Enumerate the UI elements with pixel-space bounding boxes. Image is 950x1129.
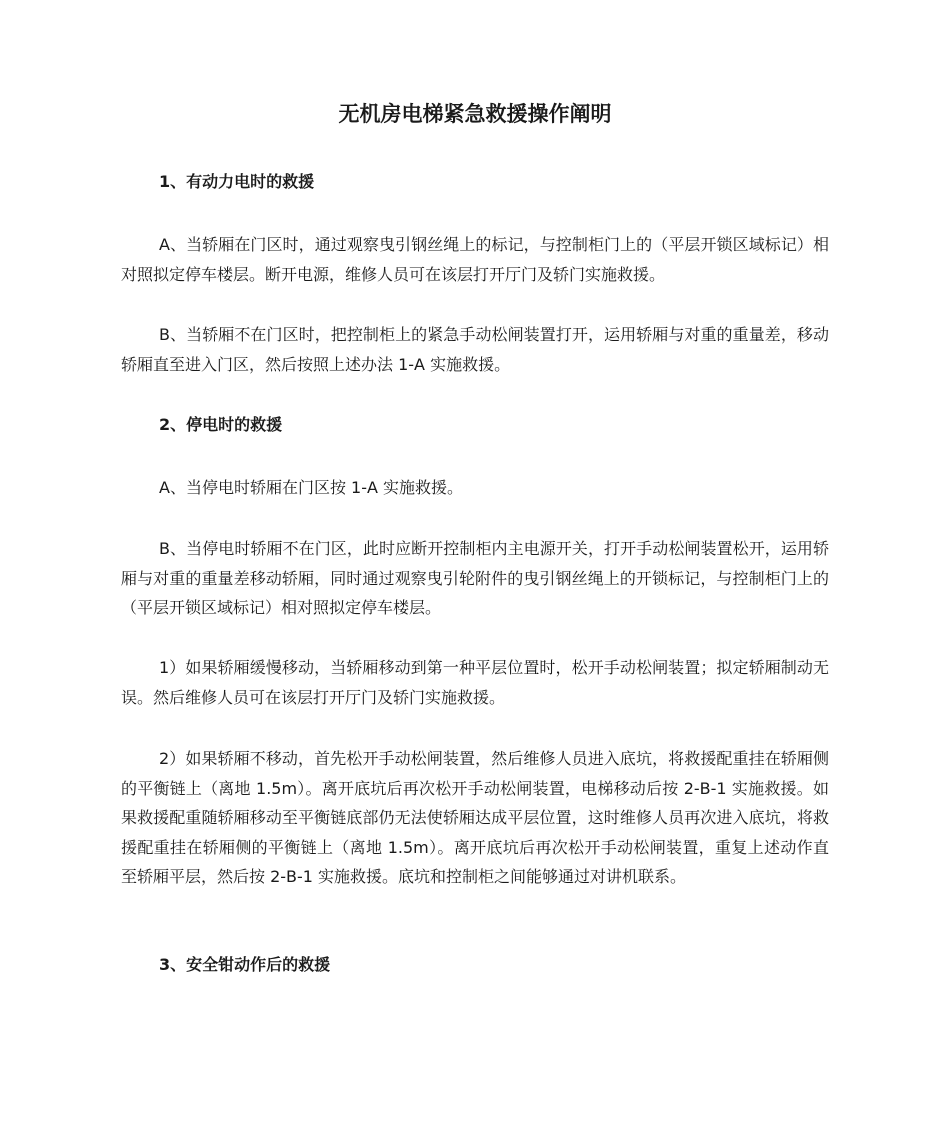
paragraph-2b: B、当停电时轿厢不在门区，此时应断开控制柜内主电源开关，打开手动松闸装置松开，运用轿厢与对重的重量差移动轿厢，同时通过观察曳引轮附件的曳引钢丝绳上的开锁标记，与控制柜门上的（平层开锁区域标记）相对照拟定停车楼层。: [121, 539, 829, 617]
paragraph-2b-2: 2）如果轿厢不移动，首先松开手动松闸装置，然后维修人员进入底坑，将救援配重挂在轿厢侧的平衡链上（离地 1.5m）。离开底坑后再次松开手动松闸装置，电梯移动后按 2-B-1 实施救援。如果救援配重随轿厢移动至平衡链底部仍无法使轿厢达成平层位置，这时维修人员再次进入底坑，将救援配重挂在轿厢侧的平衡链上（离地 1.5m）。离开底坑后再次松开手动松闸装置，重复上述动作直至轿厢平层，然后按 2-B-1 实施救援。底坑和控制柜之间能够通过对讲机联系。: [121, 749, 829, 886]
document-title: 无机房电梯紧急救援操作阐明: [338, 102, 612, 126]
section-heading-2: 2、停电时的救援: [159, 415, 283, 434]
section-heading-3: 3、安全钳动作后的救援: [159, 955, 331, 974]
paragraph-1a: A、当轿厢在门区时，通过观察曳引钢丝绳上的标记，与控制柜门上的（平层开锁区域标记）相对照拟定停车楼层。断开电源，维修人员可在该层打开厅门及轿门实施救援。: [121, 235, 829, 284]
paragraph-2b-1: 1）如果轿厢缓慢移动，当轿厢移动到第一种平层位置时，松开手动松闸装置；拟定轿厢制动无误。然后维修人员可在该层打开厅门及轿门实施救援。: [121, 658, 829, 707]
paragraph-2a: A、当停电时轿厢在门区按 1-A 实施救援。: [159, 478, 464, 497]
section-heading-1: 1、有动力电时的救援: [159, 172, 315, 191]
paragraph-1b: B、当轿厢不在门区时，把控制柜上的紧急手动松闸装置打开，运用轿厢与对重的重量差，移动轿厢直至进入门区，然后按照上述办法 1-A 实施救援。: [121, 325, 829, 374]
